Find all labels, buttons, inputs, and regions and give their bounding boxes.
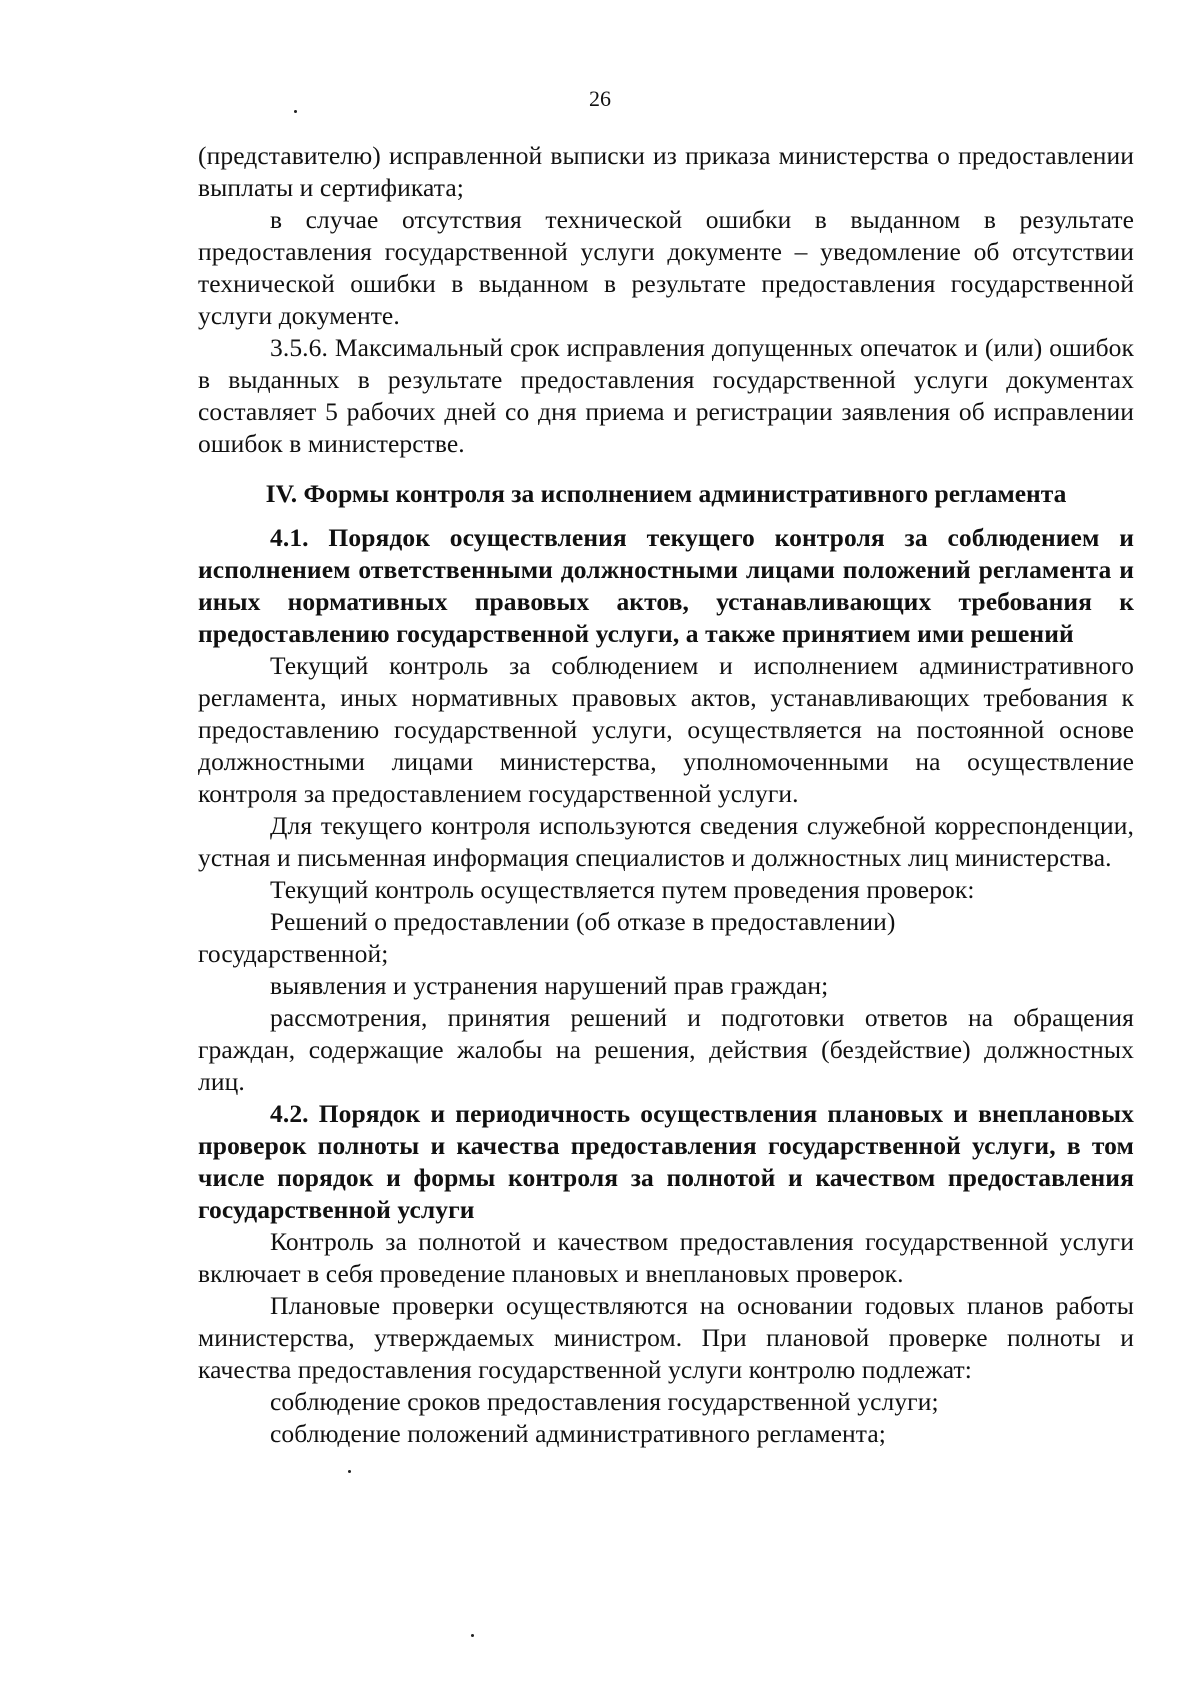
scan-speck xyxy=(471,1634,474,1637)
paragraph: соблюдение сроков предоставления государственной услуги; xyxy=(270,1387,939,1416)
paragraph: Текущий контроль за соблюдением и исполнением административного регламента, иных нормативных правовых актов, устанавливающих требования к предоставлению государственной услуги, осуществляется на постоянной основе должностными лицами министерства, уполномоченными на осуществление контроля за предоставлением государственной услуги. xyxy=(198,651,1134,808)
subsection-heading: 4.2. Порядок и периодичность осуществления плановых и внеплановых проверок полноты и качества предоставления государственной услуги, в том числе порядок и формы контроля за полнотой и качеством предоставления государственной услуги xyxy=(198,1099,1134,1224)
paragraph: (представителю) исправленной выписки из приказа министерства о предоставлении выплаты и сертификата; xyxy=(198,141,1134,202)
paragraph: Контроль за полнотой и качеством предоставления государственной услуги включает в себя проведение плановых и внеплановых проверок. xyxy=(198,1227,1134,1288)
page-number: 26 xyxy=(589,86,611,111)
scan-speck xyxy=(348,1470,351,1473)
subsection-heading: 4.1. Порядок осуществления текущего контроля за соблюдением и исполнением ответственными должностными лицами положений регламента и иных нормативных правовых актов, устанавливающих требования к предоставлению государственной услуги, а также принятием ими решений xyxy=(198,523,1134,648)
paragraph: государственной; xyxy=(198,939,389,968)
section-heading: IV. Формы контроля за исполнением административного регламента xyxy=(265,479,1067,508)
paragraph: соблюдение положений административного регламента; xyxy=(270,1419,886,1448)
paragraph: Решений о предоставлении (об отказе в предоставлении) xyxy=(270,907,896,936)
paragraph: выявления и устранения нарушений прав граждан; xyxy=(270,971,829,1000)
paragraph: рассмотрения, принятия решений и подготовки ответов на обращения граждан, содержащие жалобы на решения, действия (бездействие) должностных лиц. xyxy=(198,1003,1134,1096)
paragraph: 3.5.6. Максимальный срок исправления допущенных опечаток и (или) ошибок в выданных в результате предоставления государственной услуги документах составляет 5 рабочих дней со дня приема и регистрации заявления об исправлении ошибок в министерстве. xyxy=(198,333,1134,458)
paragraph: Для текущего контроля используются сведения служебной корреспонденции, устная и письменная информация специалистов и должностных лиц министерства. xyxy=(198,811,1134,872)
paragraph: Текущий контроль осуществляется путем проведения проверок: xyxy=(270,875,975,904)
document-body xyxy=(198,140,1134,1450)
scan-speck xyxy=(294,110,297,113)
paragraph: в случае отсутствия технической ошибки в выданном в результате предоставления государственной услуги документе – уведомление об отсутствии технической ошибки в выданном в результате предоставления государственной услуги документе. xyxy=(198,205,1134,330)
paragraph: Плановые проверки осуществляются на основании годовых планов работы министерства, утверждаемых министром. При плановой проверке полноты и качества предоставления государственной услуги контролю подлежат: xyxy=(198,1291,1134,1384)
